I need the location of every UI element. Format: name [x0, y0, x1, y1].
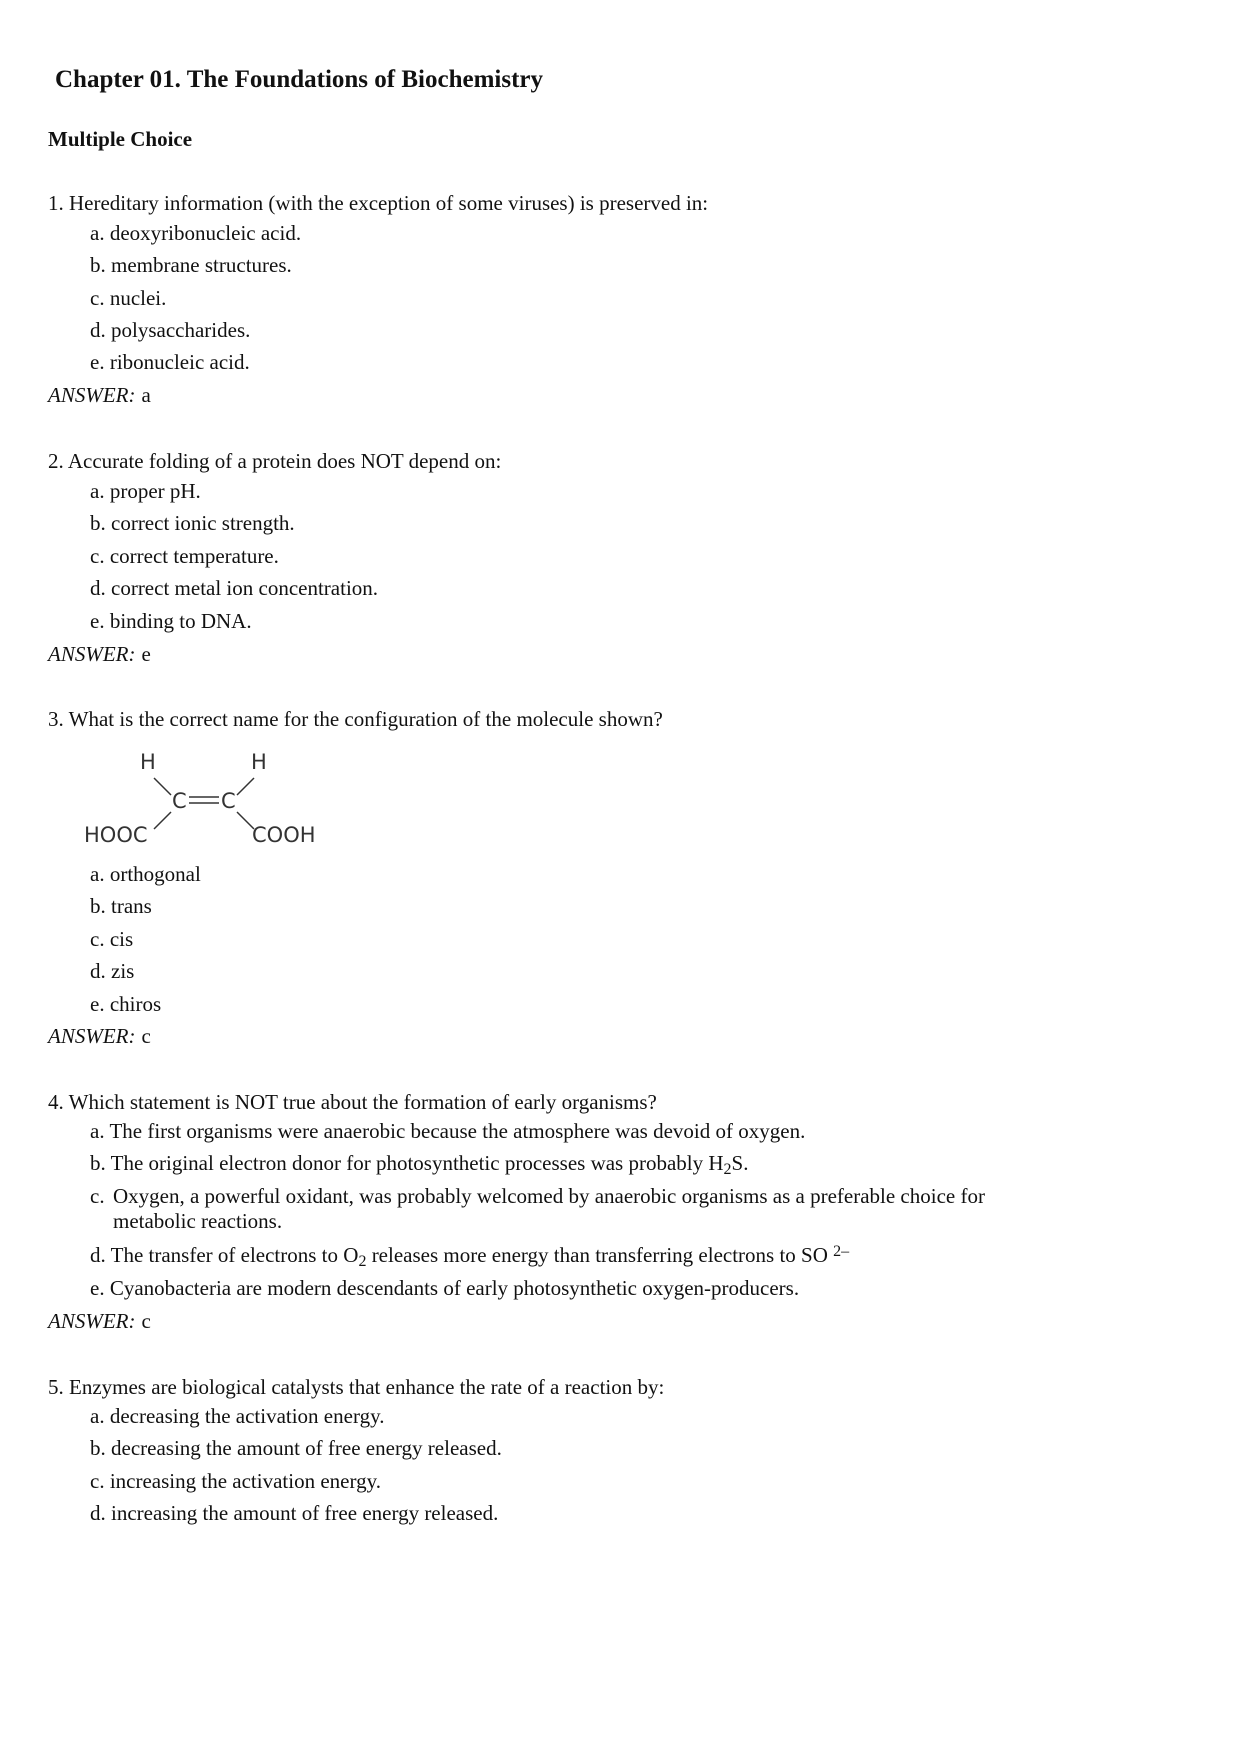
carbon-right: C [221, 789, 236, 813]
hydrogen-left: H [140, 750, 156, 774]
option: d. zis [90, 959, 135, 983]
answer-line [48, 383, 151, 408]
question-text: What is the correct name for the configuration of the molecule shown? [68, 707, 663, 731]
option-text: b. The original electron donor for photosynthetic processes was probably H [90, 1151, 724, 1175]
section-title: Multiple Choice [48, 127, 193, 151]
option [90, 1184, 1080, 1234]
option: b. trans [90, 894, 152, 918]
option: c. increasing the activation energy. [90, 1469, 381, 1493]
answer-value: c [141, 1024, 151, 1048]
option-text: S. [731, 1151, 749, 1175]
answer-label: ANSWER: [48, 383, 136, 407]
option: c. nuclei. [90, 286, 167, 310]
option: d. correct metal ion concentration. [90, 576, 379, 600]
question-2 [48, 449, 501, 474]
option: a. decreasing the activation energy. [90, 1404, 385, 1428]
option: e. chiros [90, 992, 162, 1016]
question-1 [48, 191, 708, 216]
question-text: Enzymes are biological catalysts that enhance the rate of a reaction by: [69, 1375, 665, 1399]
option-text: releases more energy than transferring electrons to SO [366, 1243, 834, 1267]
question-number: 5. [48, 1375, 64, 1399]
answer-line [48, 642, 151, 667]
option: e. ribonucleic acid. [90, 350, 250, 374]
carboxyl-left: HOOC [84, 823, 148, 847]
option: c. cis [90, 927, 134, 951]
option: a. orthogonal [90, 862, 201, 886]
question-4 [48, 1090, 657, 1115]
answer-line [48, 1309, 151, 1334]
answer-line [48, 1024, 151, 1049]
question-text: Hereditary information (with the exception of some viruses) is preserved in: [69, 191, 709, 215]
option: c. correct temperature. [90, 544, 279, 568]
option-letter: c. [90, 1184, 105, 1208]
subscript: 2 [358, 1253, 367, 1270]
option: a. proper pH. [90, 479, 201, 503]
chapter-title: Chapter 01. The Foundations of Biochemistry [55, 66, 544, 93]
bond-h-right [237, 778, 254, 795]
question-number: 3. [48, 707, 64, 731]
option: d. increasing the amount of free energy released. [90, 1501, 499, 1525]
option: a. The first organisms were anaerobic because the atmosphere was devoid of oxygen. [90, 1119, 806, 1143]
bond-cooh-left [154, 812, 171, 829]
answer-label: ANSWER: [48, 642, 136, 666]
subscript: 2 [723, 1161, 732, 1178]
question-3 [48, 707, 663, 732]
option-text: d. The transfer of electrons to O [90, 1243, 359, 1267]
answer-label: ANSWER: [48, 1024, 136, 1048]
option [90, 1151, 748, 1176]
option-text-continued: metabolic reactions. [113, 1209, 283, 1233]
option: b. correct ionic strength. [90, 511, 295, 535]
option [90, 1243, 849, 1268]
option: e. binding to DNA. [90, 609, 252, 633]
option: b. membrane structures. [90, 253, 292, 277]
carbon-left: C [172, 789, 187, 813]
option: a. deoxyribonucleic acid. [90, 221, 302, 245]
question-number: 1. [48, 191, 64, 215]
answer-label: ANSWER: [48, 1309, 136, 1333]
carboxyl-right: COOH [252, 823, 316, 847]
hydrogen-right: H [251, 750, 267, 774]
option: e. Cyanobacteria are modern descendants of early photosynthetic oxygen-producers. [90, 1276, 800, 1300]
question-5 [48, 1375, 664, 1400]
answer-value: a [141, 383, 151, 407]
cis-molecule-diagram [84, 740, 346, 860]
answer-value: e [141, 642, 151, 666]
question-text: Accurate folding of a protein does NOT depend on: [67, 449, 502, 473]
superscript: 2– [833, 1243, 850, 1260]
option: b. decreasing the amount of free energy released. [90, 1436, 502, 1460]
question-number: 2. [48, 449, 64, 473]
question-number: 4. [48, 1090, 64, 1114]
bond-h-left [154, 778, 171, 795]
option: d. polysaccharides. [90, 318, 251, 342]
answer-value: c [141, 1309, 151, 1333]
question-text: Which statement is NOT true about the formation of early organisms? [68, 1090, 657, 1114]
option-text: Oxygen, a powerful oxidant, was probably welcomed by anaerobic organisms as a preferable choice for [113, 1184, 985, 1208]
